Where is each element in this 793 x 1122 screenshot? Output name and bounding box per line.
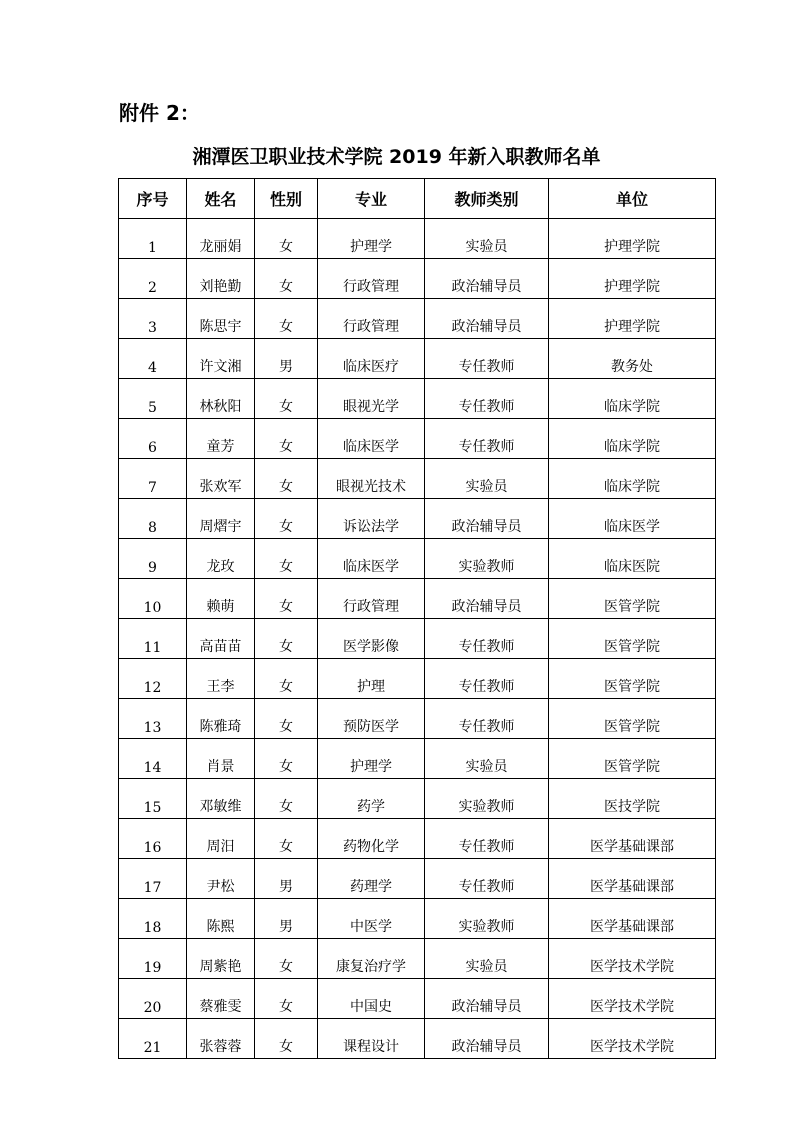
cell-seq: 5 <box>119 379 187 419</box>
cell-unit: 医技学院 <box>549 779 716 819</box>
cell-major: 行政管理 <box>318 299 425 339</box>
cell-name: 张欢军 <box>187 459 255 499</box>
cell-seq: 2 <box>119 259 187 299</box>
cell-teacher-type: 政治辅导员 <box>425 499 549 539</box>
cell-gender: 男 <box>255 859 318 899</box>
cell-seq: 13 <box>119 699 187 739</box>
table-row <box>119 539 716 579</box>
cell-unit: 临床学院 <box>549 459 716 499</box>
cell-gender: 女 <box>255 299 318 339</box>
cell-gender: 女 <box>255 779 318 819</box>
cell-seq: 18 <box>119 899 187 939</box>
cell-gender: 女 <box>255 579 318 619</box>
cell-teacher-type: 实验员 <box>425 939 549 979</box>
cell-seq: 15 <box>119 779 187 819</box>
cell-seq: 9 <box>119 539 187 579</box>
cell-major: 中国史 <box>318 979 425 1019</box>
cell-teacher-type: 专任教师 <box>425 859 549 899</box>
table-row <box>119 499 716 539</box>
cell-teacher-type: 政治辅导员 <box>425 259 549 299</box>
cell-major: 眼视光技术 <box>318 459 425 499</box>
cell-major: 行政管理 <box>318 579 425 619</box>
table-row <box>119 979 716 1019</box>
cell-unit: 护理学院 <box>549 299 716 339</box>
cell-gender: 女 <box>255 819 318 859</box>
header-name: 姓名 <box>187 179 255 219</box>
cell-teacher-type: 实验员 <box>425 459 549 499</box>
table-row <box>119 859 716 899</box>
header-major: 专业 <box>318 179 425 219</box>
cell-teacher-type: 实验员 <box>425 739 549 779</box>
table-header-row <box>119 179 716 219</box>
cell-gender: 女 <box>255 979 318 1019</box>
cell-major: 预防医学 <box>318 699 425 739</box>
cell-name: 陈熙 <box>187 899 255 939</box>
cell-teacher-type: 专任教师 <box>425 819 549 859</box>
cell-seq: 6 <box>119 419 187 459</box>
cell-name: 陈思宇 <box>187 299 255 339</box>
table-row <box>119 699 716 739</box>
cell-name: 许文湘 <box>187 339 255 379</box>
cell-gender: 女 <box>255 939 318 979</box>
cell-teacher-type: 专任教师 <box>425 619 549 659</box>
cell-seq: 8 <box>119 499 187 539</box>
header-seq: 序号 <box>119 179 187 219</box>
cell-unit: 教务处 <box>549 339 716 379</box>
table-row <box>119 619 716 659</box>
cell-unit: 临床学院 <box>549 419 716 459</box>
cell-seq: 20 <box>119 979 187 1019</box>
table-row <box>119 939 716 979</box>
cell-unit: 医学基础课部 <box>549 899 716 939</box>
cell-gender: 女 <box>255 619 318 659</box>
table-row <box>119 819 716 859</box>
table-row <box>119 419 716 459</box>
cell-gender: 女 <box>255 419 318 459</box>
cell-major: 行政管理 <box>318 259 425 299</box>
cell-name: 龙玫 <box>187 539 255 579</box>
cell-teacher-type: 政治辅导员 <box>425 1019 549 1059</box>
cell-teacher-type: 专任教师 <box>425 419 549 459</box>
cell-major: 中医学 <box>318 899 425 939</box>
document-title: 湘潭医卫职业技术学院 2019 年新入职教师名单 <box>192 146 601 168</box>
cell-gender: 男 <box>255 339 318 379</box>
cell-major: 药理学 <box>318 859 425 899</box>
cell-seq: 19 <box>119 939 187 979</box>
cell-unit: 医学技术学院 <box>549 979 716 1019</box>
table-row <box>119 1019 716 1059</box>
cell-major: 医学影像 <box>318 619 425 659</box>
cell-unit: 临床医学 <box>549 499 716 539</box>
table-row <box>119 739 716 779</box>
cell-gender: 女 <box>255 659 318 699</box>
header-unit: 单位 <box>549 179 716 219</box>
cell-major: 临床医学 <box>318 419 425 459</box>
table-row <box>119 899 716 939</box>
cell-unit: 医学基础课部 <box>549 819 716 859</box>
cell-unit: 护理学院 <box>549 259 716 299</box>
cell-major: 眼视光学 <box>318 379 425 419</box>
teacher-roster-table <box>118 178 716 1059</box>
cell-gender: 女 <box>255 539 318 579</box>
table-row <box>119 379 716 419</box>
cell-seq: 1 <box>119 219 187 259</box>
cell-unit: 医学基础课部 <box>549 859 716 899</box>
cell-major: 康复治疗学 <box>318 939 425 979</box>
cell-major: 护理学 <box>318 739 425 779</box>
cell-teacher-type: 实验教师 <box>425 779 549 819</box>
cell-teacher-type: 实验教师 <box>425 899 549 939</box>
cell-name: 刘艳勤 <box>187 259 255 299</box>
cell-teacher-type: 专任教师 <box>425 339 549 379</box>
cell-gender: 女 <box>255 499 318 539</box>
cell-name: 邓敏维 <box>187 779 255 819</box>
cell-name: 龙丽娟 <box>187 219 255 259</box>
cell-seq: 4 <box>119 339 187 379</box>
cell-seq: 16 <box>119 819 187 859</box>
cell-gender: 女 <box>255 219 318 259</box>
cell-seq: 14 <box>119 739 187 779</box>
cell-gender: 女 <box>255 379 318 419</box>
cell-name: 张蓉蓉 <box>187 1019 255 1059</box>
cell-unit: 医学技术学院 <box>549 939 716 979</box>
cell-unit: 医学技术学院 <box>549 1019 716 1059</box>
cell-teacher-type: 专任教师 <box>425 659 549 699</box>
cell-seq: 3 <box>119 299 187 339</box>
cell-name: 肖景 <box>187 739 255 779</box>
cell-unit: 医管学院 <box>549 739 716 779</box>
cell-teacher-type: 专任教师 <box>425 699 549 739</box>
cell-major: 课程设计 <box>318 1019 425 1059</box>
cell-major: 药学 <box>318 779 425 819</box>
cell-gender: 女 <box>255 699 318 739</box>
cell-name: 高苗苗 <box>187 619 255 659</box>
cell-name: 王李 <box>187 659 255 699</box>
attachment-label: 附件 2： <box>119 101 200 125</box>
cell-teacher-type: 实验教师 <box>425 539 549 579</box>
table-row <box>119 659 716 699</box>
cell-unit: 临床学院 <box>549 379 716 419</box>
cell-major: 临床医学 <box>318 539 425 579</box>
cell-name: 赖萌 <box>187 579 255 619</box>
cell-unit: 临床医院 <box>549 539 716 579</box>
cell-seq: 21 <box>119 1019 187 1059</box>
table-body <box>119 219 716 1059</box>
table-row <box>119 579 716 619</box>
cell-name: 陈雅琦 <box>187 699 255 739</box>
cell-teacher-type: 实验员 <box>425 219 549 259</box>
cell-teacher-type: 政治辅导员 <box>425 979 549 1019</box>
table-row <box>119 219 716 259</box>
cell-unit: 护理学院 <box>549 219 716 259</box>
cell-seq: 10 <box>119 579 187 619</box>
cell-unit: 医管学院 <box>549 619 716 659</box>
cell-major: 护理 <box>318 659 425 699</box>
cell-major: 诉讼法学 <box>318 499 425 539</box>
cell-seq: 11 <box>119 619 187 659</box>
table-row <box>119 259 716 299</box>
header-teacher-type: 教师类别 <box>425 179 549 219</box>
cell-gender: 女 <box>255 739 318 779</box>
cell-seq: 7 <box>119 459 187 499</box>
cell-unit: 医管学院 <box>549 579 716 619</box>
cell-name: 周熠宇 <box>187 499 255 539</box>
cell-major: 护理学 <box>318 219 425 259</box>
cell-teacher-type: 政治辅导员 <box>425 579 549 619</box>
cell-unit: 医管学院 <box>549 659 716 699</box>
table-row <box>119 459 716 499</box>
cell-gender: 女 <box>255 1019 318 1059</box>
cell-seq: 17 <box>119 859 187 899</box>
cell-name: 童芳 <box>187 419 255 459</box>
cell-name: 尹松 <box>187 859 255 899</box>
cell-gender: 男 <box>255 899 318 939</box>
cell-teacher-type: 政治辅导员 <box>425 299 549 339</box>
cell-name: 周紫艳 <box>187 939 255 979</box>
cell-gender: 女 <box>255 459 318 499</box>
table-row <box>119 779 716 819</box>
cell-major: 药物化学 <box>318 819 425 859</box>
cell-gender: 女 <box>255 259 318 299</box>
cell-teacher-type: 专任教师 <box>425 379 549 419</box>
header-gender: 性别 <box>255 179 318 219</box>
cell-unit: 医管学院 <box>549 699 716 739</box>
cell-name: 蔡雅雯 <box>187 979 255 1019</box>
table-row <box>119 339 716 379</box>
table-row <box>119 299 716 339</box>
cell-name: 林秋阳 <box>187 379 255 419</box>
cell-name: 周汨 <box>187 819 255 859</box>
cell-major: 临床医疗 <box>318 339 425 379</box>
cell-seq: 12 <box>119 659 187 699</box>
